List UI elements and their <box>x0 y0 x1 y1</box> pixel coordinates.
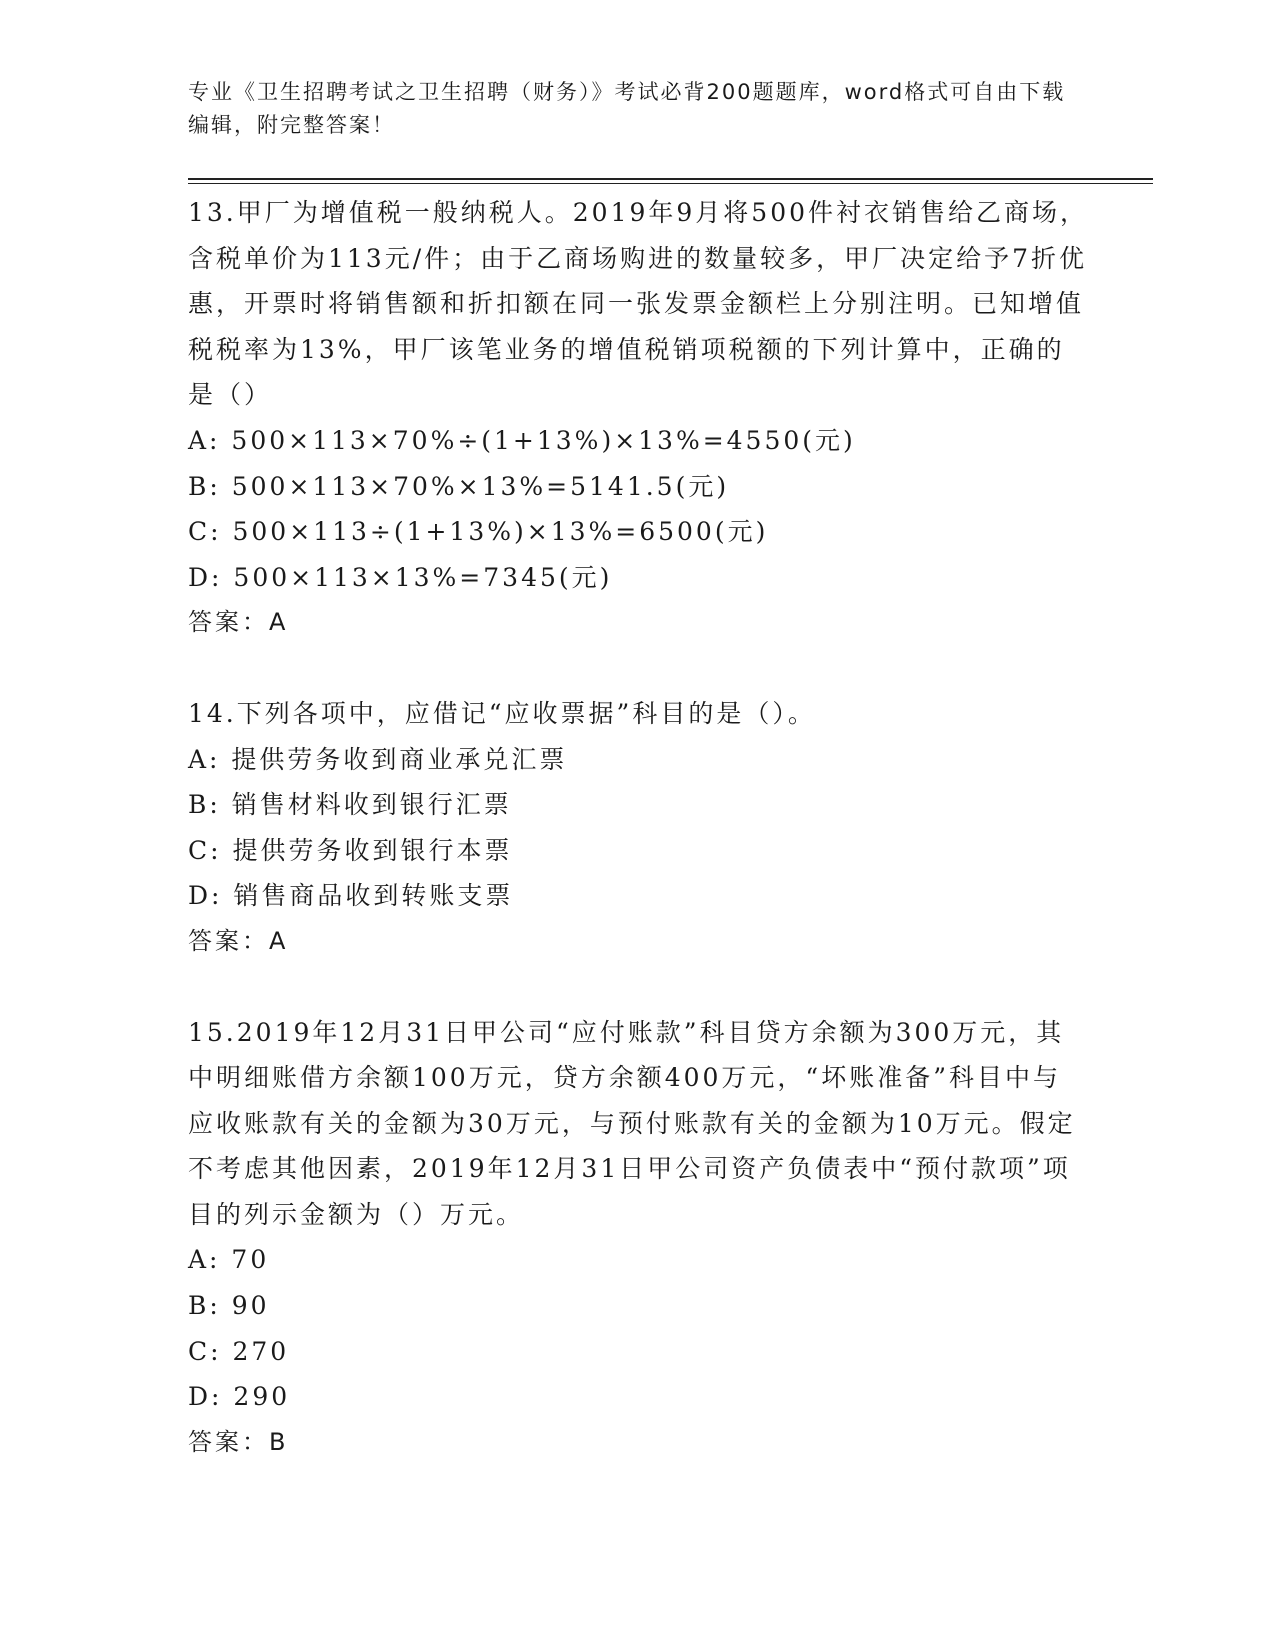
question-14 <box>188 691 1088 965</box>
option-a: A: 500×113×70%÷(1+13%)×13%=4550(元) <box>188 425 856 455</box>
header-rule-thick <box>188 178 1153 180</box>
document-header: 专业《卫生招聘考试之卫生招聘（财务）》考试必背200题题库，word格式可自由下载编辑，附完整答案！ <box>188 80 1066 137</box>
option-b: B: 销售材料收到银行汇票 <box>188 790 512 820</box>
header-rule-thin <box>188 183 1153 184</box>
option-c: C: 提供劳务收到银行本票 <box>188 835 513 865</box>
option-b: B: 90 <box>188 1291 270 1321</box>
question-stem: 14.下列各项中，应借记“应收票据”科目的是（）。 <box>188 698 816 728</box>
question-stem: 15.2019年12月31日甲公司“应付账款”科目贷方余额为300万元，其中明细账借方余额100万元，贷方余额400万元，“坏账准备”科目中与应收账款有关的金额为30万元，与预付账款有关的金额为10万元。假定不考虑其他因素，2019年12月31日甲公司资产负债表中“预付款项”项目的列示金额为（）万元。 <box>188 1017 1076 1229</box>
question-15 <box>188 1010 1088 1466</box>
question-list <box>188 190 1088 1510</box>
question-13 <box>188 190 1088 646</box>
answer-label: 答案：A <box>188 926 289 955</box>
option-d: D: 500×113×13%=7345(元) <box>188 562 613 592</box>
option-a: A: 提供劳务收到商业承兑汇票 <box>188 744 568 774</box>
option-b: B: 500×113×70%×13%=5141.5(元) <box>188 471 730 501</box>
option-d: D: 销售商品收到转账支票 <box>188 881 514 911</box>
option-a: A: 70 <box>188 1245 270 1275</box>
option-c: C: 500×113÷(1+13%)×13%=6500(元) <box>188 517 769 547</box>
answer-label: 答案：B <box>188 1427 289 1456</box>
option-d: D: 290 <box>188 1382 291 1412</box>
answer-label: 答案：A <box>188 608 289 637</box>
question-stem: 13.甲厂为增值税一般纳税人。2019年9月将500件衬衣销售给乙商场，含税单价为113元/件；由于乙商场购进的数量较多，甲厂决定给予7折优惠，开票时将销售额和折扣额在同一张发票金额栏上分别注明。已知增值税税率为13%，甲厂该笔业务的增值税销项税额的下列计算中，正确的是（） <box>188 198 1089 410</box>
option-c: C: 270 <box>188 1336 290 1366</box>
